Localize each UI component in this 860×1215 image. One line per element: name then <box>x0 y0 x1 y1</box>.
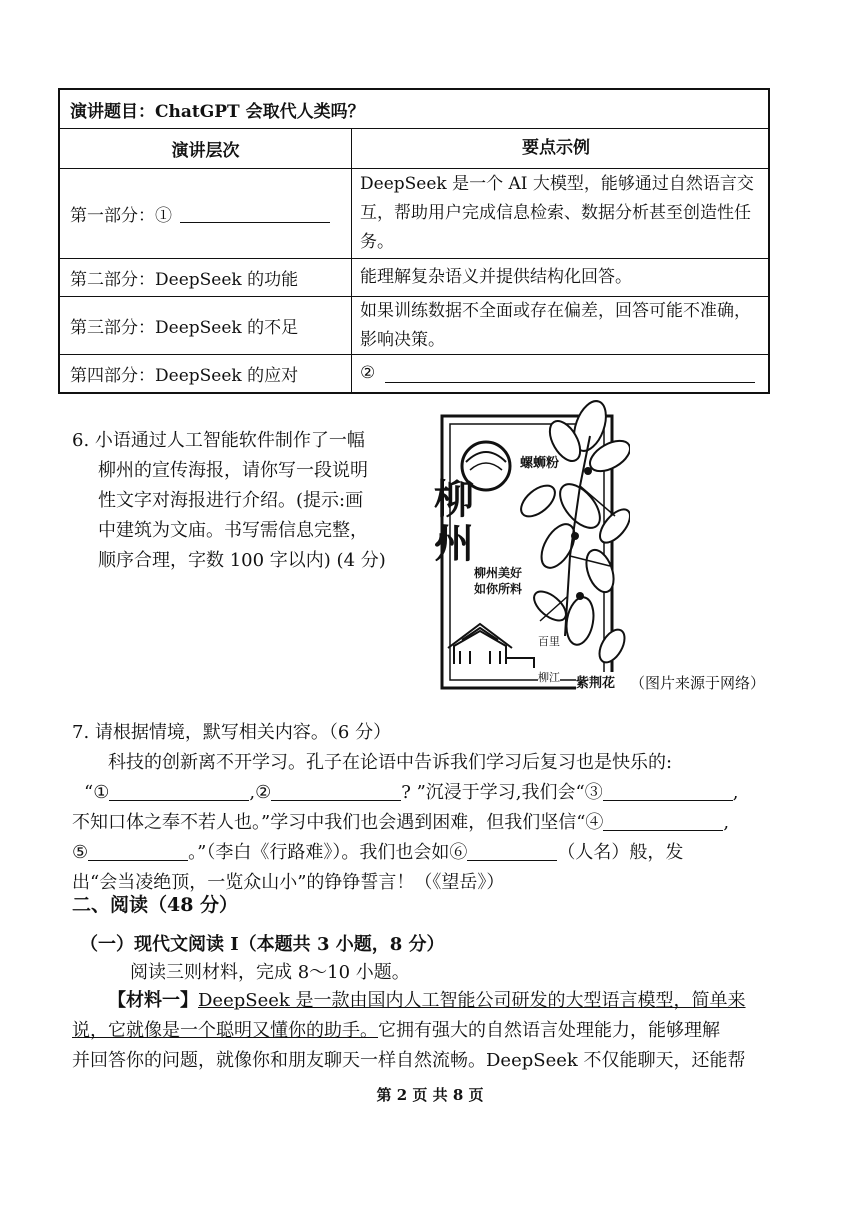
point-cell <box>352 355 768 392</box>
point-cell: DeepSeek 是一个 AI 大模型，能够通过自然语言交互，帮助用户完成信息检索、数据分析甚至创造性任务。 <box>360 174 754 252</box>
q7-text: ,② <box>249 782 272 803</box>
q6-line: 顺序合理，字数 100 字以内) (4 分) <box>98 550 386 571</box>
material-1-label: 【材料一】 <box>108 990 198 1011</box>
poster-flower-label: 紫荆花 <box>576 672 615 691</box>
table-row <box>60 296 768 354</box>
q6-line: 中建筑为文庙。书写需信息完整， <box>98 520 368 541</box>
poster-snail-label: 螺蛳粉 <box>520 456 560 471</box>
question-7 <box>72 718 772 898</box>
q7-text: , <box>732 782 739 803</box>
material-1-line <box>72 1016 776 1046</box>
material-1-line: 并回答你的问题，就像你和朋友聊天一样自然流畅。DeepSeek 不仅能聊天，还能帮 <box>72 1050 746 1071</box>
q6-line: 性文字对海报进行介绍。(提示:画 <box>98 490 364 511</box>
material-1-underlined: DeepSeek 是一款由国内人工智能公司研发的大型语言模型，简单来 <box>198 990 746 1011</box>
poster-baili-2: 柳江 <box>538 671 560 684</box>
q7-line <box>72 808 772 838</box>
table-header-row <box>60 128 768 168</box>
q7-text: （人名）般，发 <box>557 842 684 863</box>
material-1-text: 它拥有强大的自然语言处理能力，能够理解 <box>378 1020 720 1041</box>
col-header-points: 要点示例 <box>522 138 590 158</box>
point-cell: 能理解复杂语义并提供结构化回答。 <box>360 267 632 287</box>
table-title: 演讲题目：ChatGPT 会取代人类吗？ <box>70 101 365 122</box>
answer-blank-2[interactable] <box>385 365 755 383</box>
material-1-underlined: 说，它就像是一个聪明又懂你的助手。 <box>72 1020 378 1041</box>
blank-2[interactable] <box>271 782 401 801</box>
material-1-line <box>72 986 776 1016</box>
section-2-instruction: 阅读三则材料，完成 8～10 小题。 <box>130 962 410 983</box>
page-footer: 第 2 页 共 8 页 <box>376 1086 484 1104</box>
q6-line: 柳州的宣传海报，请你写一段说明 <box>98 460 368 481</box>
col-header-level: 演讲层次 <box>60 129 352 168</box>
q7-line <box>72 778 772 808</box>
poster-slogan-1: 柳州美好 <box>474 566 523 580</box>
blank-1[interactable] <box>109 782 249 801</box>
poster-slogan-2: 如你所料 <box>474 582 523 596</box>
level-text: 第一部分：① <box>70 206 172 226</box>
q7-line: 科技的创新离不开学习。孔子在论语中告诉我们学习后复习也是快乐的: <box>108 752 673 773</box>
q7-text: 。”（李白《行路难》）。我们也会如⑥ <box>188 842 468 863</box>
q7-line: 出“会当凌绝顶，一览众山小”的铮铮誓言！（《望岳》） <box>72 872 505 893</box>
q6-line: 6. 小语通过人工智能软件制作了一幅 <box>72 430 365 451</box>
q7-text: 不知口体之奉不若人也。”学习中我们也会遇到困难，但我们坚信“④ <box>72 812 604 833</box>
level-cell: 第三部分：DeepSeek 的不足 <box>60 297 352 354</box>
level-cell: 第四部分：DeepSeek 的应对 <box>60 355 352 392</box>
image-source-note: （图片来源于网络） <box>630 674 766 692</box>
point-cell: 如果训练数据不全面或存在偏差，回答可能不准确，影响决策。 <box>360 300 751 350</box>
q7-title: 7. 请根据情境，默写相关内容。（6 分） <box>72 722 392 743</box>
question-6 <box>72 426 412 576</box>
blank-4[interactable] <box>603 812 723 831</box>
blank-3[interactable] <box>603 782 733 801</box>
q7-text: ⑤ <box>72 842 89 863</box>
section-2-subtitle: （一）现代文阅读 I（本题共 3 小题，8 分） <box>80 934 445 955</box>
q7-text: “① <box>84 782 110 803</box>
point-text: ② <box>360 363 376 383</box>
table-row <box>60 354 768 392</box>
table-row <box>60 258 768 296</box>
level-cell <box>60 169 352 258</box>
liuzhou-poster <box>434 396 630 694</box>
table-row <box>60 168 768 258</box>
poster-city-title: 柳州 <box>434 476 474 567</box>
blank-5[interactable] <box>88 842 188 861</box>
material-1 <box>72 986 776 1076</box>
section-2-title: 二、阅读（48 分） <box>72 894 239 916</box>
blank-6[interactable] <box>467 842 557 861</box>
q7-text: ? ”沉浸于学习,我们会“③ <box>401 782 603 803</box>
q7-text: , <box>723 812 730 833</box>
speech-table <box>58 88 770 394</box>
level-cell: 第二部分：DeepSeek 的功能 <box>60 259 352 296</box>
poster-baili-1: 百里 <box>538 635 560 648</box>
q7-line <box>72 838 772 868</box>
answer-blank-1[interactable] <box>180 205 330 223</box>
